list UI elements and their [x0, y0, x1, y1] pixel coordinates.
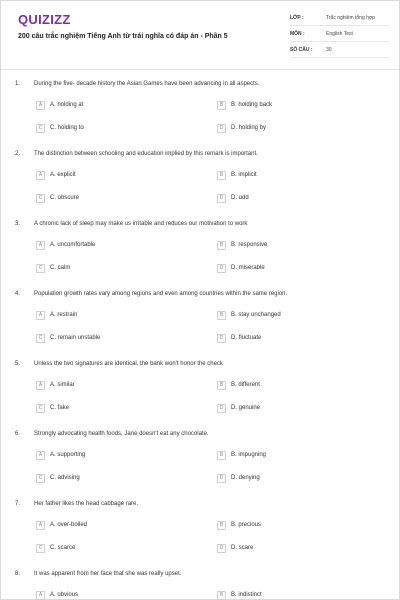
option-letter-box: D — [217, 474, 226, 483]
option-text: A. holding at — [50, 102, 84, 108]
option-text: A. obvious — [50, 592, 79, 598]
option-letter-box: C — [36, 124, 45, 133]
option-d[interactable] — [217, 122, 266, 134]
option-b[interactable] — [217, 239, 267, 251]
option-text: B. responsive — [231, 242, 268, 248]
option-b[interactable] — [217, 309, 281, 321]
question-text: During the five- decade history the Asian Games have been advancing in all aspects. — [34, 81, 260, 87]
worksheet-meta — [290, 14, 390, 62]
option-a[interactable] — [36, 99, 83, 111]
option-letter-box: A — [36, 451, 45, 460]
question-number: 6. — [15, 431, 21, 437]
meta-value: English Test — [326, 31, 353, 37]
option-letter-box: B — [217, 171, 226, 180]
option-text: D. holding by — [231, 125, 267, 131]
option-b[interactable] — [217, 99, 272, 111]
option-a[interactable] — [36, 379, 75, 391]
option-letter-box: C — [36, 264, 45, 273]
meta-label: SỐ CÂU : — [290, 47, 313, 53]
option-b[interactable] — [217, 449, 266, 461]
option-c[interactable] — [36, 192, 79, 204]
option-letter-box: B — [217, 381, 226, 390]
question-item — [1, 501, 399, 571]
question-item — [1, 571, 399, 600]
option-letter-box: D — [217, 194, 226, 203]
option-a[interactable] — [36, 309, 77, 321]
meta-label: LỚP : — [290, 15, 304, 21]
option-d[interactable] — [217, 472, 260, 484]
option-letter-box: B — [217, 101, 226, 110]
option-letter-box: A — [36, 101, 45, 110]
meta-row-count — [290, 46, 390, 58]
option-text: A. uncomfortable — [50, 242, 96, 248]
meta-row-subject — [290, 30, 390, 42]
question-number: 4. — [15, 291, 21, 297]
option-letter-box: B — [217, 591, 226, 600]
option-c[interactable] — [36, 262, 70, 274]
option-a[interactable] — [36, 169, 76, 181]
option-letter-box: B — [217, 521, 226, 530]
option-d[interactable] — [217, 262, 265, 274]
option-d[interactable] — [217, 402, 260, 414]
question-item — [1, 431, 399, 501]
question-number: 8. — [15, 571, 21, 577]
option-letter-box: D — [217, 124, 226, 133]
option-text: C. fake — [50, 405, 70, 411]
option-c[interactable] — [36, 122, 84, 134]
question-text: Her father likes the head cabbage rare. — [34, 501, 139, 507]
question-item — [1, 221, 399, 291]
option-letter-box: B — [217, 241, 226, 250]
option-letter-box: A — [36, 311, 45, 320]
option-letter-box: C — [36, 544, 45, 553]
question-text: Population growth rates vary among regions and even among countries within the same region. — [34, 291, 288, 297]
meta-label: MÔN : — [290, 31, 305, 37]
option-letter-box: C — [36, 334, 45, 343]
option-text: C. remain unstable — [50, 335, 101, 341]
option-text: C. advising — [50, 475, 80, 481]
option-text: B. precious — [231, 522, 262, 528]
option-letter-box: D — [217, 404, 226, 413]
option-text: C. scarce — [50, 545, 76, 551]
question-item — [1, 81, 399, 151]
option-c[interactable] — [36, 472, 80, 484]
question-text: The distinction between schooling and education implied by this remark is important. — [34, 151, 258, 157]
question-number: 5. — [15, 361, 21, 367]
option-text: D. odd — [231, 195, 249, 201]
option-text: B. holding back — [231, 102, 273, 108]
option-a[interactable] — [36, 519, 87, 531]
option-text: C. holding to — [50, 125, 84, 131]
option-letter-box: A — [36, 171, 45, 180]
option-text: A. explicit — [50, 172, 76, 178]
option-text: B. stay unchanged — [231, 312, 281, 318]
question-text: Unless the two signatures are identical, the bank won't honor the check — [34, 361, 223, 367]
option-d[interactable] — [217, 332, 261, 344]
option-text: C. obscure — [50, 195, 80, 201]
option-c[interactable] — [36, 542, 75, 554]
option-text: B. different — [231, 382, 260, 388]
quizizz-logo — [18, 12, 71, 26]
question-text: A chronic lack of sleep may make us irritable and reduces our motivation to work — [34, 221, 248, 227]
option-text: D. genuine — [231, 405, 261, 411]
option-letter-box: D — [217, 544, 226, 553]
option-text: D. scare — [231, 545, 254, 551]
question-item — [1, 291, 399, 361]
option-b[interactable] — [217, 169, 257, 181]
option-text: A. supporting — [50, 452, 86, 458]
option-c[interactable] — [36, 402, 69, 414]
question-number: 7. — [15, 501, 21, 507]
option-b[interactable] — [217, 519, 261, 531]
option-b[interactable] — [217, 589, 262, 600]
question-item — [1, 361, 399, 431]
option-a[interactable] — [36, 449, 85, 461]
option-text: D. fluctuate — [231, 335, 262, 341]
question-text: Strongly advocating health foods, Jane doesn't eat any chocolate. — [34, 431, 209, 437]
option-d[interactable] — [217, 192, 249, 204]
meta-row-class — [290, 14, 390, 26]
option-text: B. implicit — [231, 172, 257, 178]
question-text: It was apparent from her face that she was really upset. — [34, 571, 182, 577]
question-number: 2. — [15, 151, 21, 157]
meta-value: Trắc nghiệm tổng hợp — [326, 15, 375, 21]
option-b[interactable] — [217, 379, 260, 391]
option-a[interactable] — [36, 589, 78, 600]
question-list — [1, 81, 399, 600]
option-letter-box: C — [36, 474, 45, 483]
option-text: A. over-boiled — [50, 522, 88, 528]
question-number: 1. — [15, 81, 21, 87]
option-text: D. denying — [231, 475, 260, 481]
option-letter-box: B — [217, 451, 226, 460]
option-letter-box: D — [217, 264, 226, 273]
option-letter-box: D — [217, 334, 226, 343]
meta-value: 30 — [326, 47, 332, 53]
option-text: B. impugning — [231, 452, 267, 458]
option-letter-box: A — [36, 241, 45, 250]
option-text: C. calm — [50, 265, 71, 271]
worksheet-header — [1, 1, 399, 70]
option-letter-box: A — [36, 591, 45, 600]
question-number: 3. — [15, 221, 21, 227]
option-d[interactable] — [217, 542, 253, 554]
option-text: A. restrain — [50, 312, 78, 318]
logo-text: QUIZIZZ — [18, 11, 71, 27]
option-text: A. similar — [50, 382, 75, 388]
option-letter-box: B — [217, 311, 226, 320]
option-text: D. miserable — [231, 265, 265, 271]
option-a[interactable] — [36, 239, 95, 251]
option-letter-box: A — [36, 381, 45, 390]
option-c[interactable] — [36, 332, 100, 344]
option-letter-box: A — [36, 521, 45, 530]
page-title: 200 câu trắc nghiệm Tiếng Anh từ trái nghĩa có đáp án - Phần 5 — [18, 33, 228, 40]
option-letter-box: C — [36, 404, 45, 413]
option-text: B. indistinct — [231, 592, 262, 598]
option-letter-box: C — [36, 194, 45, 203]
question-item — [1, 151, 399, 221]
